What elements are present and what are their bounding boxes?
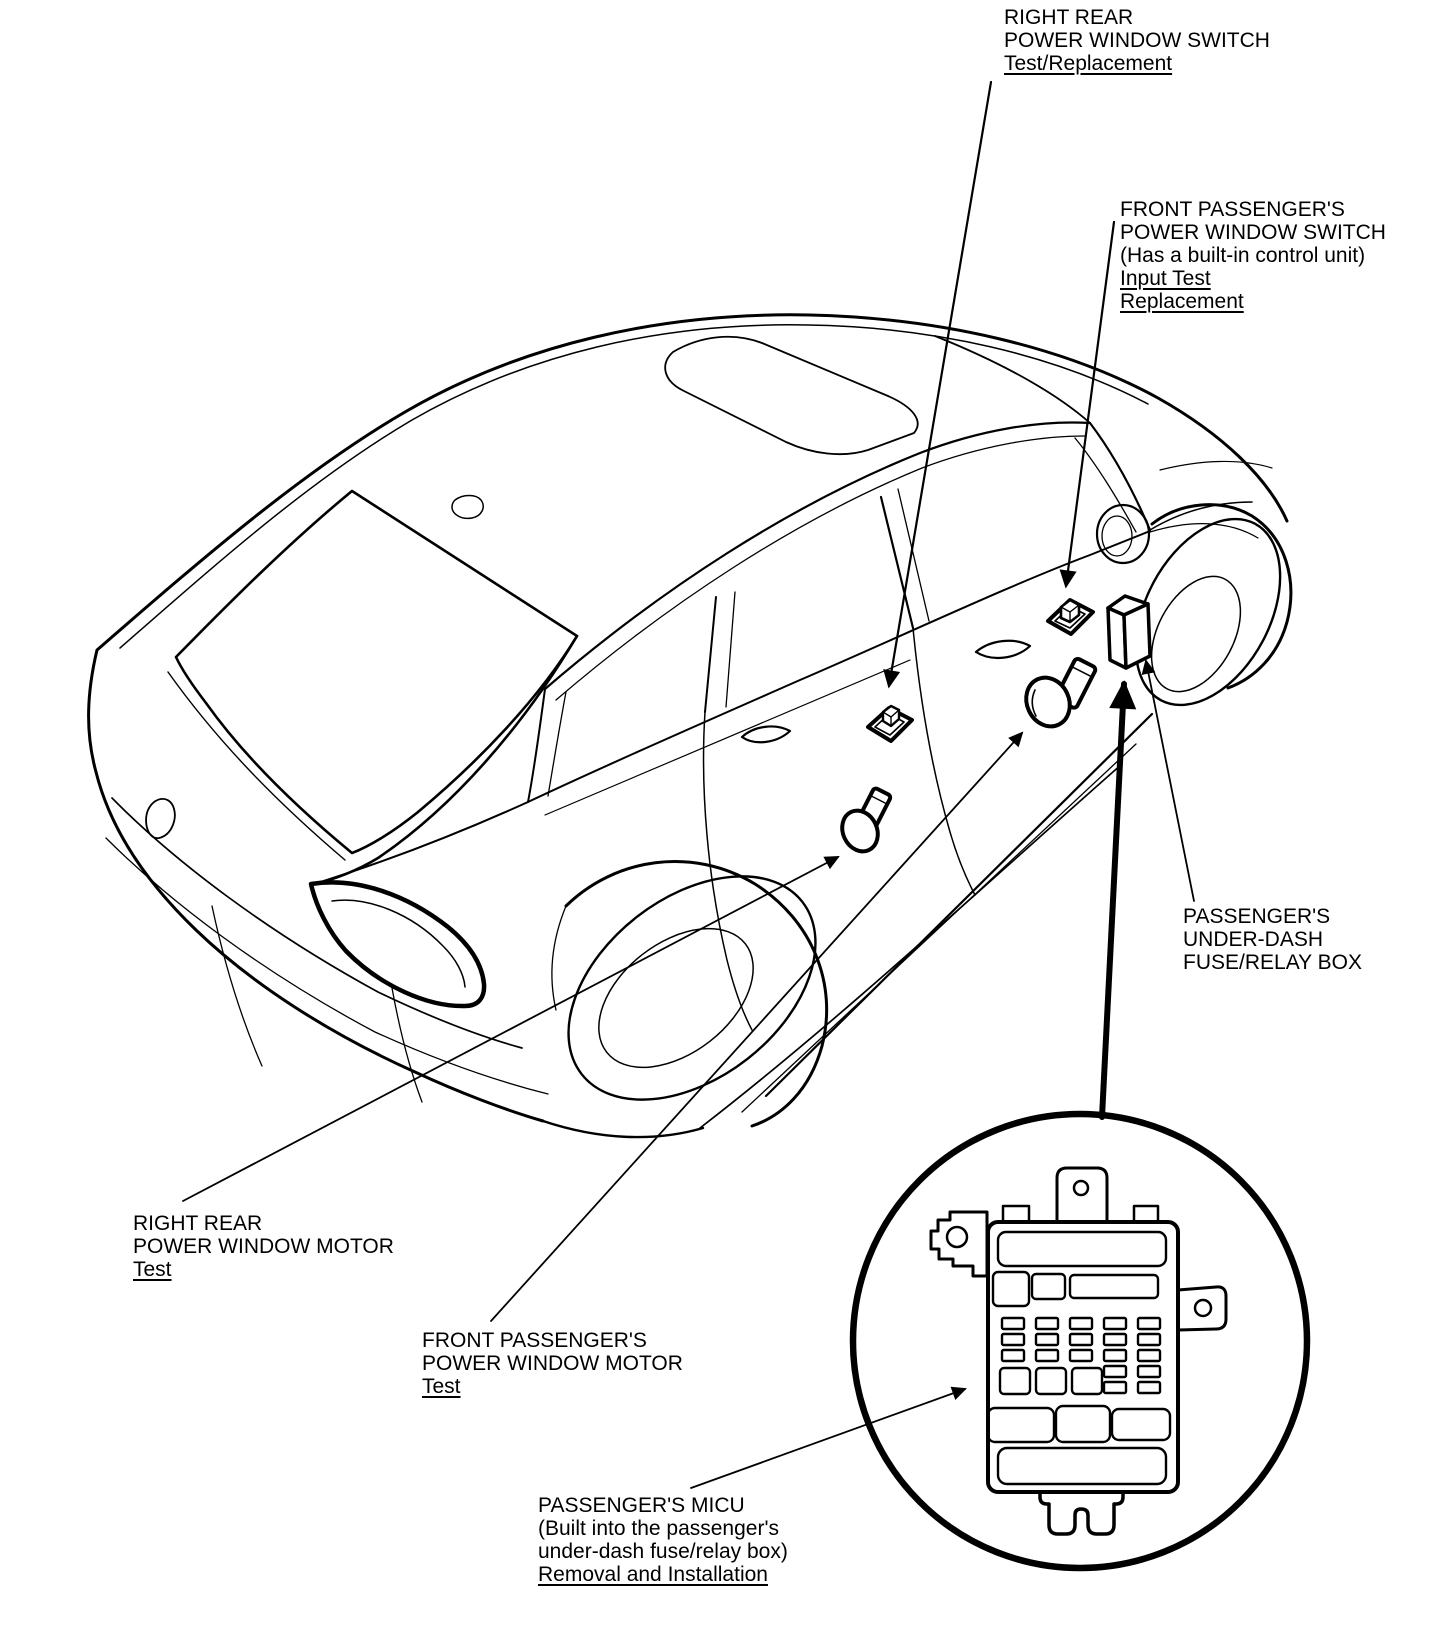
detail-right-bracket xyxy=(1178,1287,1226,1330)
detail-fuse-box-body xyxy=(988,1222,1178,1492)
leader-right-rear-switch xyxy=(889,82,991,686)
label-line: under-dash fuse/relay box) xyxy=(538,1540,788,1563)
fuse-box-detail-view xyxy=(853,1114,1307,1568)
leader-passenger-micu xyxy=(691,1389,965,1488)
label-line: FRONT PASSENGER'S xyxy=(1120,198,1345,221)
label-right-rear-motor xyxy=(133,1212,394,1281)
leader-right-rear-motor xyxy=(183,857,838,1201)
component-glyphs xyxy=(836,596,1150,857)
label-under-dash-fuse-box xyxy=(1183,905,1362,974)
link-front-passenger-switch-replacement[interactable]: Replacement xyxy=(1120,290,1244,313)
front-door-handle xyxy=(976,641,1030,658)
detail-callout-arrow xyxy=(1102,684,1124,1117)
link-front-passenger-motor-test[interactable]: Test xyxy=(422,1375,461,1398)
label-line: POWER WINDOW MOTOR xyxy=(133,1235,394,1258)
label-line: UNDER-DASH xyxy=(1183,928,1324,951)
link-front-passenger-switch-input-test[interactable]: Input Test xyxy=(1120,267,1211,290)
under-dash-fuse-box-glyph xyxy=(1108,596,1150,668)
label-right-rear-switch xyxy=(1004,6,1270,75)
leader-front-passenger-switch xyxy=(1066,222,1114,586)
label-front-passenger-switch xyxy=(1120,198,1386,313)
right-rear-window-motor-glyph xyxy=(836,787,892,857)
label-line: POWER WINDOW MOTOR xyxy=(422,1352,683,1375)
label-line: (Has a built-in control unit) xyxy=(1120,244,1366,267)
label-line: PASSENGER'S MICU xyxy=(538,1494,745,1517)
front-passenger-window-switch-glyph xyxy=(1048,600,1093,634)
link-right-rear-switch-test-replacement[interactable]: Test/Replacement xyxy=(1004,52,1173,75)
label-line: (Built into the passenger's xyxy=(538,1517,779,1540)
rear-emblem xyxy=(146,799,175,838)
label-line: POWER WINDOW SWITCH xyxy=(1004,29,1270,52)
label-line: FUSE/RELAY BOX xyxy=(1183,951,1362,974)
label-line: POWER WINDOW SWITCH xyxy=(1120,221,1386,244)
link-passenger-micu-removal-installation[interactable]: Removal and Installation xyxy=(538,1563,768,1586)
detail-bottom-prongs xyxy=(1040,1491,1123,1534)
sunroof xyxy=(665,337,917,454)
car-body xyxy=(89,315,1310,1145)
label-passenger-micu xyxy=(538,1494,788,1586)
leader-under-dash-fuse-box xyxy=(1146,661,1194,901)
rear-window xyxy=(176,491,577,853)
link-right-rear-motor-test[interactable]: Test xyxy=(133,1258,172,1281)
label-line: RIGHT REAR xyxy=(133,1212,263,1235)
right-rear-window-switch-glyph xyxy=(868,706,912,741)
label-line: RIGHT REAR xyxy=(1004,6,1134,29)
label-line: FRONT PASSENGER'S xyxy=(422,1329,647,1352)
label-line: PASSENGER'S xyxy=(1183,905,1331,928)
label-front-passenger-motor xyxy=(422,1329,683,1398)
detail-left-bracket xyxy=(931,1212,987,1276)
roof-antenna xyxy=(452,496,483,519)
front-passenger-window-motor-glyph xyxy=(1018,658,1096,734)
